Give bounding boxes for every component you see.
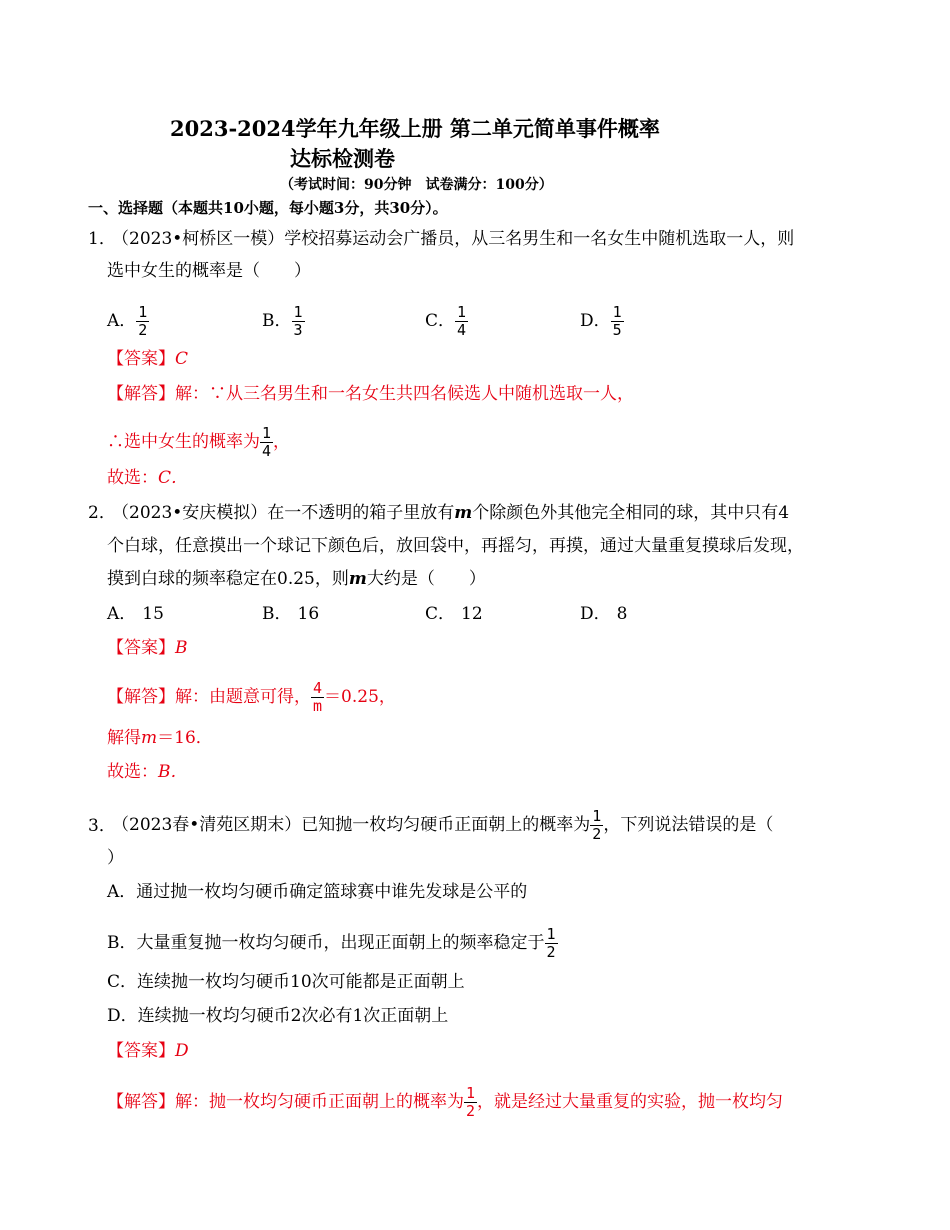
option-label: D． — [580, 604, 611, 624]
solution-text: ＝0.25， — [324, 687, 396, 707]
final-answer: B． — [158, 762, 188, 782]
fraction-numerator: 1 — [612, 303, 622, 321]
answer-tag: 【答案】 — [107, 349, 175, 369]
solution-text: 解：∵从三名男生和一名女生共四名候选人中随机选取一人， — [175, 384, 634, 404]
fraction — [611, 304, 624, 339]
fraction-numerator: 4 — [313, 679, 323, 697]
variable-m: m — [141, 728, 158, 748]
solution-text: ， — [273, 432, 291, 452]
fraction-denominator: 4 — [262, 442, 272, 460]
question-text-part: 个除颜色外其他完全相同的球，其中只有4 — [472, 503, 790, 523]
solution-text: ∴选中女生的概率为 — [107, 432, 260, 452]
option-c — [425, 603, 483, 625]
fraction — [136, 304, 149, 339]
final-answer-tag: 故选： — [107, 468, 158, 488]
option-label: A． — [107, 311, 137, 331]
question-text — [112, 502, 789, 524]
option-value: 15 — [142, 604, 164, 624]
variable-m: m — [454, 503, 473, 523]
option-value: 16 — [297, 604, 320, 624]
option-d — [580, 304, 624, 339]
fraction-numerator: 1 — [262, 424, 272, 442]
solution-tag: 【解答】 — [107, 384, 175, 404]
question-number: 3． — [88, 816, 116, 836]
final-answer: C． — [158, 468, 189, 488]
option-label: D． — [580, 311, 611, 331]
fraction-denominator: 5 — [612, 321, 622, 339]
fraction — [464, 1085, 477, 1120]
answer-line — [107, 637, 188, 659]
question-text: 选中女生的概率是（ ） — [107, 261, 311, 281]
question-text — [112, 808, 773, 843]
page-title-line2: 达标检测卷 — [290, 146, 395, 171]
solution-text: 解：抛一枚均匀硬币正面朝上的概率为 — [175, 1092, 464, 1112]
option-label: C． — [425, 311, 456, 331]
variable-m: m — [348, 569, 367, 589]
fraction-denominator: 2 — [546, 943, 556, 961]
solution-text: 解：由题意可得， — [175, 687, 311, 707]
fraction — [260, 425, 273, 460]
solution-line — [107, 680, 396, 715]
final-answer-tag: 故选： — [107, 762, 158, 782]
fraction-numerator: 1 — [592, 807, 602, 825]
fraction-denominator: 2 — [466, 1102, 476, 1120]
question-text: （2023•柯桥区一模）学校招募运动会广播员，从三名男生和一名女生中随机选取一人，则 — [112, 229, 795, 249]
answer-value: D — [175, 1041, 189, 1061]
question-text — [107, 568, 486, 590]
solution-line — [107, 1085, 783, 1120]
question-text-part: （2023•安庆模拟）在一不透明的箱子里放有 — [112, 503, 455, 523]
fraction-denominator: 2 — [592, 825, 602, 843]
option-label: B． — [262, 311, 292, 331]
option-a — [107, 603, 164, 625]
option-c — [425, 304, 468, 339]
question-text-part: （2023春•清苑区期末）已知抛一枚均匀硬币正面朝上的概率为 — [112, 815, 591, 835]
fraction — [311, 680, 324, 715]
question-text-part: 摸到白球的频率稳定在0.25，则 — [107, 569, 349, 589]
option-b — [262, 603, 319, 625]
solution-line — [107, 727, 213, 749]
option-b — [262, 304, 305, 339]
fraction-denominator: m — [313, 697, 323, 715]
answer-line — [107, 348, 188, 370]
fraction-numerator: 1 — [293, 303, 303, 321]
answer-value: B — [175, 638, 188, 658]
option-d — [580, 603, 627, 625]
option-label: C． — [425, 604, 456, 624]
fraction-numerator: 1 — [466, 1084, 476, 1102]
option-d: D．连续抛一枚均匀硬币2次必有1次正面朝上 — [107, 1006, 449, 1026]
question-number: 2． — [88, 503, 116, 523]
answer-tag: 【答案】 — [107, 638, 175, 658]
question-number: 1． — [88, 229, 116, 249]
section-heading: 一、选择题（本题共10小题，每小题3分，共30分）。 — [88, 199, 448, 217]
fraction — [292, 304, 305, 339]
fraction-denominator: 2 — [138, 321, 148, 339]
solution-text: 解得 — [107, 728, 141, 748]
fraction — [545, 926, 558, 961]
option-c: C．连续抛一枚均匀硬币10次可能都是正面朝上 — [107, 972, 465, 992]
fraction-numerator: 1 — [457, 303, 467, 321]
solution-line — [107, 383, 634, 405]
fraction — [455, 304, 468, 339]
question-text: 个白球，任意摸出一个球记下颜色后，放回袋中，再摇匀，再摸，通过大量重复摸球后发现， — [107, 536, 804, 556]
final-answer-line — [107, 761, 188, 783]
fraction-denominator: 3 — [293, 321, 303, 339]
solution-tag: 【解答】 — [107, 1092, 175, 1112]
solution-text: ，就是经过大量重复的实验，抛一枚均匀 — [477, 1092, 784, 1112]
answer-tag: 【答案】 — [107, 1041, 175, 1061]
option-value: 12 — [461, 604, 483, 624]
page-title: 2023-2024学年九年级上册 第二单元简单事件概率 — [170, 116, 660, 141]
option-a: A．通过抛一枚均匀硬币确定篮球赛中谁先发球是公平的 — [107, 882, 528, 902]
fraction-denominator: 4 — [457, 321, 467, 339]
option-label: A． — [107, 604, 137, 624]
solution-tag: 【解答】 — [107, 687, 175, 707]
question-text: ） — [107, 848, 124, 868]
solution-text: ＝16． — [157, 728, 213, 748]
fraction-numerator: 1 — [546, 925, 556, 943]
exam-info: （考试时间：90分钟 试卷满分：100分） — [280, 177, 553, 193]
option-b — [107, 926, 558, 961]
fraction-numerator: 1 — [138, 303, 148, 321]
answer-value: C — [175, 349, 189, 369]
option-label: B． — [262, 604, 292, 624]
option-text: B．大量重复抛一枚均匀硬币，出现正面朝上的频率稳定于 — [107, 933, 545, 953]
fraction — [590, 808, 603, 843]
option-a — [107, 304, 149, 339]
option-value: 8 — [616, 604, 628, 624]
question-text-part: 大约是（ ） — [366, 569, 486, 589]
answer-line — [107, 1040, 189, 1062]
solution-line — [107, 425, 290, 460]
question-text-part: ，下列说法错误的是（ — [603, 815, 774, 835]
final-answer-line — [107, 467, 188, 489]
